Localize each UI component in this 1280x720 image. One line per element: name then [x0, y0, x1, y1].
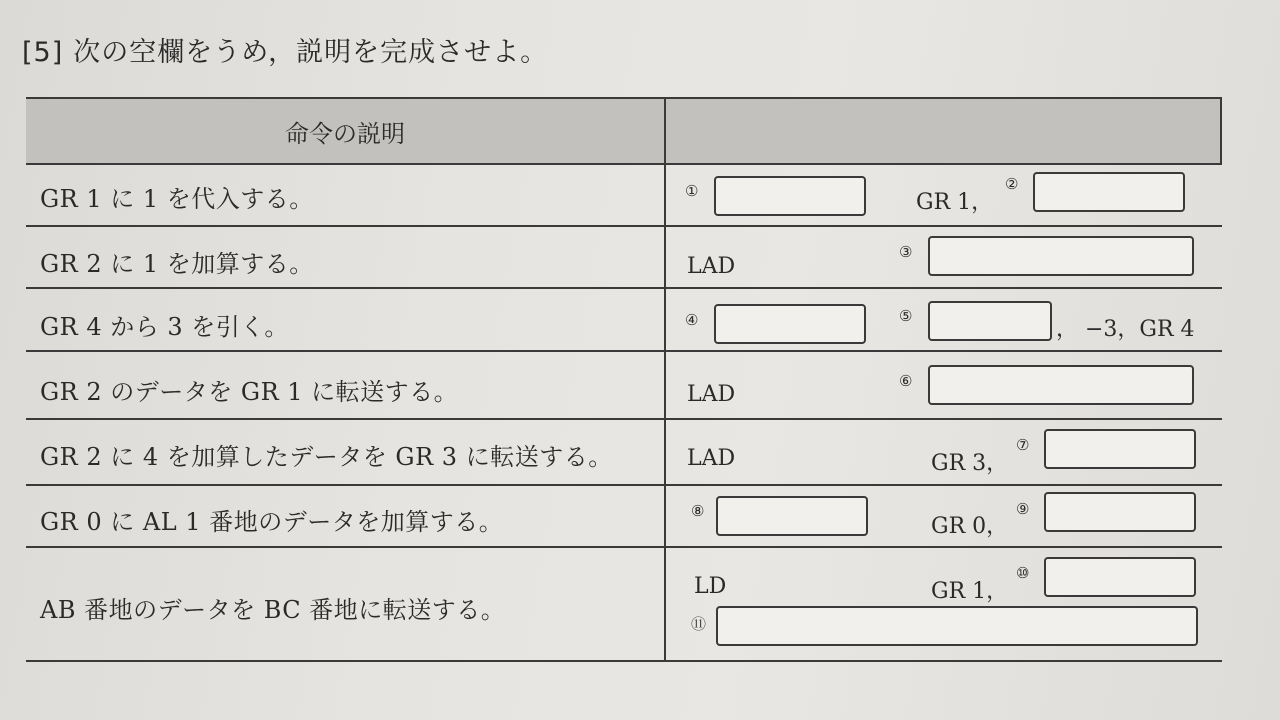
row-7-operand-text: GR 1， [931, 579, 1009, 604]
row-7-description: AB 番地のデータを BC 番地に転送する。 [40, 596, 506, 624]
row-6-description: GR 0 に AL 1 番地のデータを加算する。 [40, 508, 504, 536]
answer-blank-7[interactable] [1044, 429, 1196, 469]
row-7-blank-marker-1: ⑩ [1016, 564, 1030, 582]
answer-blank-8[interactable] [716, 496, 868, 536]
row-6-blank-marker-1: ⑧ [691, 502, 705, 520]
row-5-blank-marker: ⑦ [1016, 436, 1030, 454]
answer-blank-2[interactable] [1033, 172, 1185, 212]
answer-blank-4[interactable] [714, 304, 866, 344]
table-rule [26, 546, 1222, 548]
column-header-instruction-description: 命令の説明 [285, 120, 405, 148]
table-rule-top [26, 97, 1222, 99]
row-3-operand-text: ， −3，GR 4 [1056, 317, 1195, 342]
row-5-opcode-text: LAD [687, 446, 736, 471]
table-rule [26, 484, 1222, 486]
row-3-blank-marker-2: ⑤ [899, 307, 913, 325]
question-instruction: 次の空欄をうめ，説明を完成させよ。 [73, 37, 549, 68]
answer-blank-6[interactable] [928, 365, 1194, 405]
question-number: [5] [22, 37, 64, 68]
row-2-description: GR 2 に 1 を加算する。 [40, 250, 314, 278]
table-header-right-edge [1220, 97, 1222, 163]
answer-blank-9[interactable] [1044, 492, 1196, 532]
answer-blank-5[interactable] [928, 301, 1052, 341]
row-6-operand-text: GR 0， [931, 514, 1009, 539]
answer-blank-11[interactable] [716, 606, 1198, 646]
row-4-opcode-text: LAD [687, 382, 736, 407]
row-1-description: GR 1 に 1 を代入する。 [40, 185, 314, 213]
answer-blank-10[interactable] [1044, 557, 1196, 597]
row-3-description: GR 4 から 3 を引く。 [40, 313, 289, 341]
row-2-opcode-text: LAD [687, 254, 736, 279]
row-1-operand-text: GR 1， [916, 190, 994, 215]
answer-blank-1[interactable] [714, 176, 866, 216]
row-3-blank-marker-1: ④ [685, 311, 699, 329]
instruction-table [26, 97, 1222, 662]
row-4-blank-marker: ⑥ [899, 372, 913, 390]
table-column-divider [664, 97, 666, 662]
answer-blank-3[interactable] [928, 236, 1194, 276]
row-6-blank-marker-2: ⑨ [1016, 500, 1030, 518]
row-7-blank-marker-2: ⑪ [691, 615, 707, 633]
row-1-blank-marker-2: ② [1005, 175, 1019, 193]
table-rule [26, 418, 1222, 420]
table-rule [26, 163, 1222, 165]
table-rule [26, 350, 1222, 352]
row-5-description: GR 2 に 4 を加算したデータを GR 3 に転送する。 [40, 443, 613, 471]
row-5-operand-text: GR 3， [931, 451, 1009, 476]
row-4-description: GR 2 のデータを GR 1 に転送する。 [40, 378, 459, 406]
question-heading [22, 30, 548, 69]
row-2-blank-marker: ③ [899, 243, 913, 261]
row-1-blank-marker-1: ① [685, 182, 699, 200]
row-7-opcode-text: LD [694, 574, 727, 599]
table-rule [26, 287, 1222, 289]
table-rule [26, 225, 1222, 227]
table-rule-bottom [26, 660, 1222, 662]
